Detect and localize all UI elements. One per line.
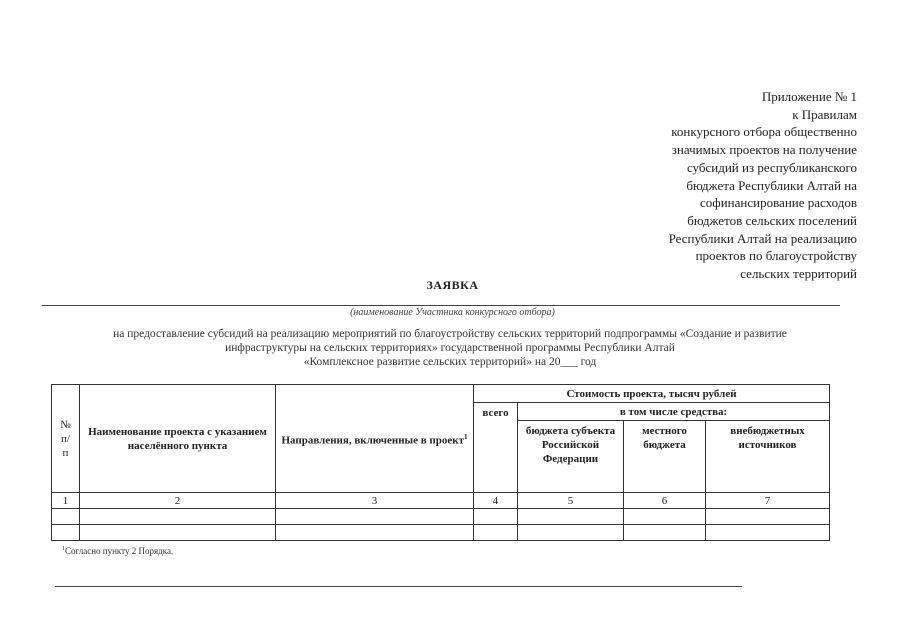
header-including: в том числе средства: [518,403,830,421]
column-number: 7 [706,493,830,509]
column-number: 5 [518,493,624,509]
appendix-line: софинансирование расходов [700,195,857,211]
appendix-line: к Правилам [792,106,857,122]
column-number: 1 [52,493,80,509]
appendix-line: проектов по благоустройству [695,248,857,264]
footnote-text: Согласно пункту 2 Порядка. [65,546,174,556]
header-project-name: Наименование проекта с указанием населённого пункта [80,385,276,493]
participant-caption: (наименование Участника конкурсного отбора) [350,307,555,318]
appendix-line: Республики Алтай на реализацию [668,230,857,246]
purpose-line: на предоставление субсидий на реализацию мероприятий по благоустройству сельских территорий подпрограммы «Создание и развитие [113,328,787,340]
header-total: всего [474,403,518,493]
column-number: 3 [276,493,474,509]
column-number: 2 [80,493,276,509]
header-directions: Направления, включенные в проект$^1$ [276,385,474,493]
purpose-line: «Комплексное развитие сельских территорий» на 20___ год [303,356,597,368]
appendix-line: конкурсного отбора общественно [671,124,857,140]
table-row [52,525,830,541]
footnote-mark: 1 [62,546,65,552]
appendix-line: бюджета Республики Алтай на [686,177,857,193]
appendix-block [617,88,857,283]
signature-line [55,586,742,587]
participant-name-line [42,305,840,306]
appendix-line: субсидий из республиканского [686,159,857,175]
header-num: № п/ п [52,385,80,493]
document-title: ЗАЯВКА [426,278,479,292]
purpose-text [40,327,860,369]
table-row [52,509,830,525]
footnote-marker: 1 [464,432,468,441]
column-number: 4 [474,493,518,509]
header-cost: Стоимость проекта, тысяч рублей [474,385,830,403]
column-number: 6 [624,493,706,509]
header-extra-budget: внебюджетных источников [706,421,830,493]
header-subject-budget: бюджета субъекта Российской Федерации [518,421,624,493]
appendix-line: бюджетов сельских поселений [687,212,857,228]
appendix-line: значимых проектов на получение [671,142,857,158]
header-local-budget: местного бюджета [624,421,706,493]
application-table [51,384,830,541]
footnote [62,546,173,556]
column-number-row [52,493,830,509]
appendix-line: Приложение № 1 [761,89,857,104]
appendix-line: сельских территорий [740,266,857,282]
purpose-line: инфраструктуры на сельских территориях» государственной программы Республики Алтай [225,342,675,354]
